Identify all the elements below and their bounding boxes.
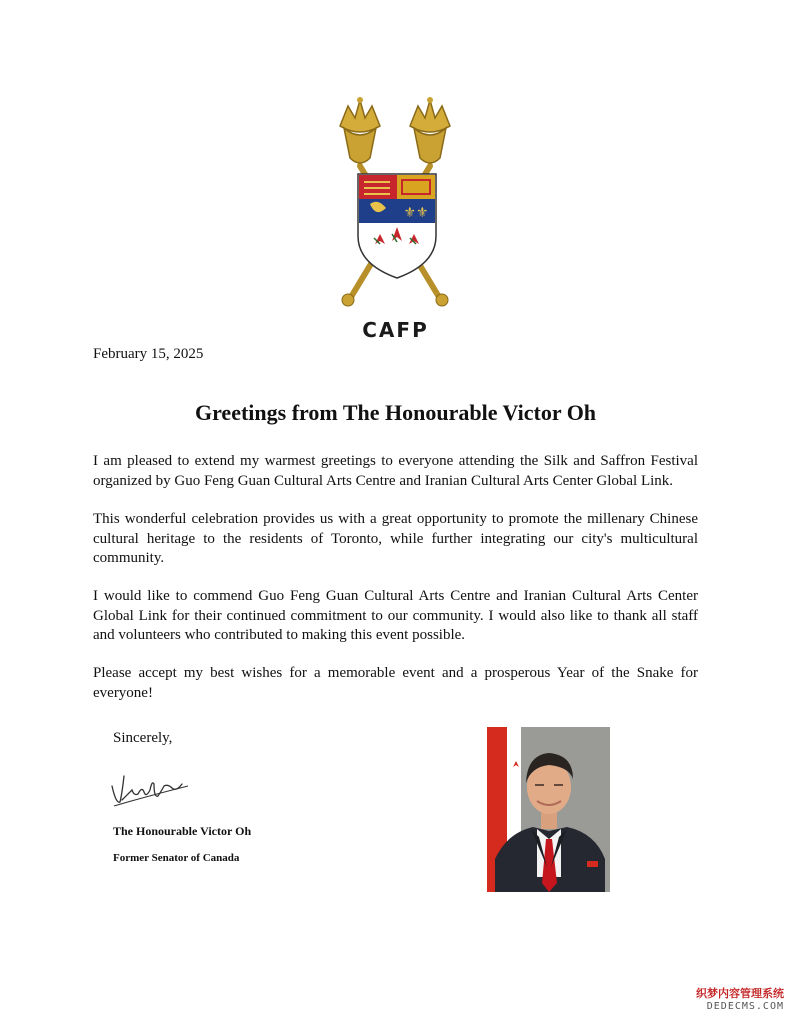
signer-title: Former Senator of Canada (113, 852, 240, 864)
letter-paragraph: Please accept my best wishes for a memorable event and a prosperous Year of the Snake for everyone! (93, 665, 698, 701)
svg-text:⚜⚜: ⚜⚜ (403, 206, 429, 221)
signer-name: The Honourable Victor Oh (113, 824, 252, 838)
shield-icon (358, 174, 436, 278)
handwritten-signature (108, 764, 190, 812)
watermark-line-1: 织梦内容管理系统 (696, 987, 784, 1000)
site-watermark (672, 987, 784, 1017)
letter-paragraph: I would like to commend Guo Feng Guan Cultural Arts Centre and Iranian Cultural Arts Center Global Link for their continued commitment to our community. I would also like to thank all staff and volunteers who contributed to making this event possible. (93, 588, 698, 643)
cafp-coat-of-arms-logo (330, 96, 460, 312)
letter-paragraph: This wonderful celebration provides us with a great opportunity to promote the millenary Chinese cultural heritage to the residents of Toronto, while further integrating our city's multicultural community. (93, 511, 698, 566)
portrait-photo (487, 727, 610, 892)
watermark-line-2: DEDECMS.COM (706, 1001, 784, 1012)
letter-date: February 15, 2025 (93, 346, 204, 362)
letter-title: Greetings from The Honourable Victor Oh (194, 400, 597, 425)
letter-paragraph: I am pleased to extend my warmest greetings to everyone attending the Silk and Saffron Festival organized by Guo Feng Guan Cultural Arts Centre and Iranian Cultural Arts Center Global Link. (93, 453, 698, 489)
letter-closing: Sincerely, (113, 730, 173, 746)
organization-name: CAFP (362, 318, 429, 342)
